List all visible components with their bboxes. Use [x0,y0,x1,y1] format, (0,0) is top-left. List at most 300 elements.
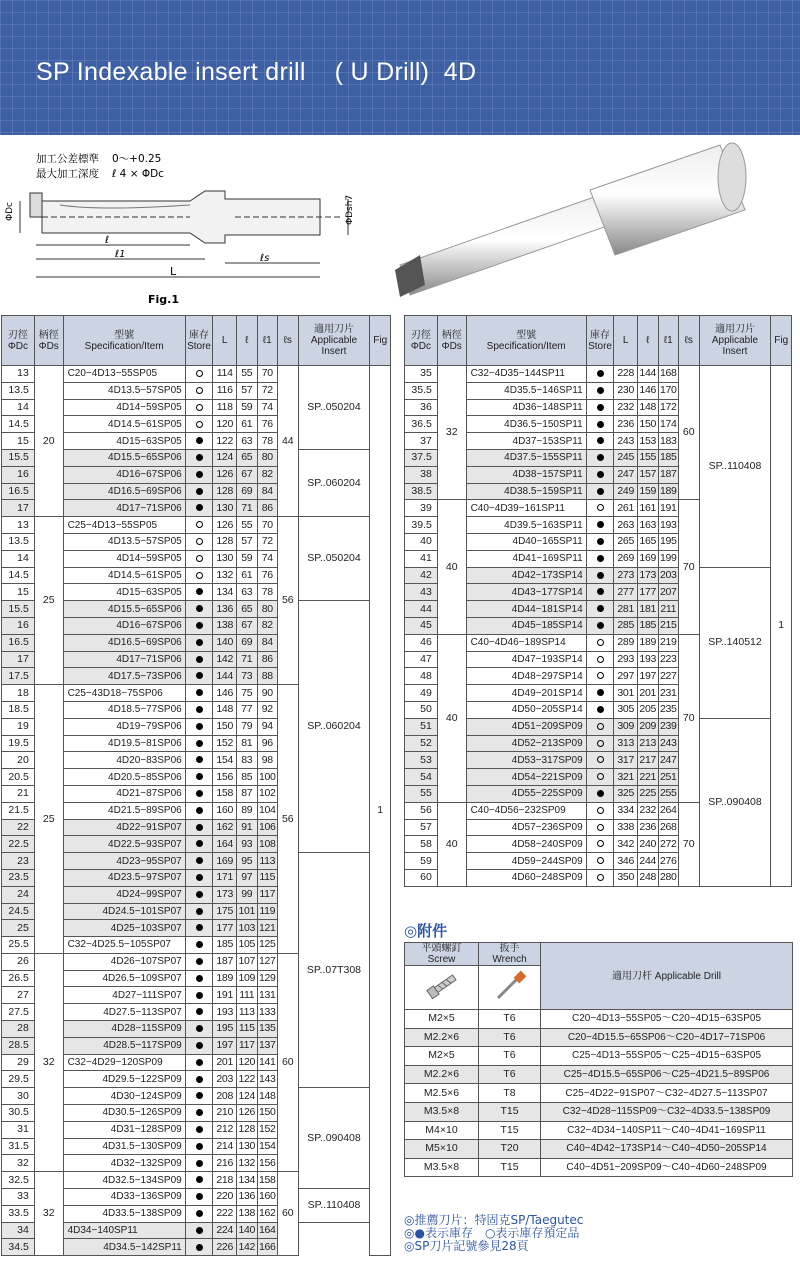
dc-cell: 50 [405,701,438,718]
spec-cell: 4D28−115SP09 [63,1021,185,1038]
in-stock-icon [597,790,604,797]
spec-cell: C40−4D56−232SP09 [466,802,586,819]
drill-range-cell: C40−4D42−173SP14～C40−4D50−205SP14 [541,1140,793,1159]
accessory-row [405,1084,793,1103]
spec-cell: 4D30.5−126SP09 [63,1105,185,1122]
spec-cell: 4D47−193SP14 [466,651,586,668]
spec-cell: C32−4D29−120SP09 [63,1054,185,1071]
spec-cell: 4D50−205SP14 [466,701,586,718]
dc-cell: 23.5 [2,869,35,886]
store-cell [185,1189,213,1206]
store-cell [586,550,614,567]
l1-cell: 135 [257,1021,278,1038]
l-cell: 85 [237,769,258,786]
spec-cell: 4D17−71SP06 [63,500,185,517]
accessory-row [405,1158,793,1177]
screw-cell: M3.5×8 [405,1158,479,1177]
screw-cell: M2×5 [405,1010,479,1029]
in-stock-icon [196,992,203,999]
L-cell: 210 [213,1105,237,1122]
l-cell: 146 [637,382,658,399]
dc-cell: 20 [2,752,35,769]
l-cell: 65 [237,449,258,466]
l1-cell: 104 [257,802,278,819]
in-stock-icon [196,689,203,696]
store-cell [185,802,213,819]
spec-cell: 4D44−181SP14 [466,601,586,618]
l1-cell: 219 [658,634,679,651]
l-cell: 103 [237,920,258,937]
ls-cell: 70 [679,500,700,634]
in-stock-icon [196,958,203,965]
l1-cell: 251 [658,769,679,786]
col-insert: 適用刀片 Applicable Insert [298,316,370,366]
on-order-icon [597,824,604,831]
l-cell: 99 [237,886,258,903]
L-cell: 293 [614,651,638,668]
store-cell [185,869,213,886]
in-stock-icon [196,672,203,679]
l1-cell: 215 [658,617,679,634]
spec-cell: 4D27.5−113SP07 [63,1004,185,1021]
L-cell: 277 [614,584,638,601]
l-cell: 75 [237,685,258,702]
dc-cell: 31.5 [2,1138,35,1155]
l1-cell: 115 [257,869,278,886]
store-cell [586,701,614,718]
on-order-icon [196,555,203,562]
drill-figure [0,135,800,315]
L-cell: 169 [213,853,237,870]
store-cell [586,836,614,853]
dc-cell: 54 [405,769,438,786]
insert-cell: SP..060204 [298,449,370,516]
spec-cell: 4D14−59SP05 [63,550,185,567]
spec-cell: 4D20−83SP06 [63,752,185,769]
in-stock-icon [196,1160,203,1167]
drill-range-cell: C32−4D28−115SP09～C32−4D33.5−138SP09 [541,1102,793,1121]
dc-cell: 16.5 [2,483,35,500]
spec-cell: 4D24.5−101SP07 [63,903,185,920]
dim-ds: ΦDsh7 [345,194,355,225]
dim-l: ℓ [105,235,110,246]
L-cell: 338 [614,819,638,836]
spec-cell: C32−4D25.5−105SP07 [63,937,185,954]
store-cell [185,701,213,718]
spec-cell: 4D37−153SP11 [466,433,586,450]
L-cell: 122 [213,433,237,450]
store-cell [586,651,614,668]
l-cell: 95 [237,853,258,870]
l-cell: 201 [637,685,658,702]
store-cell [586,819,614,836]
dc-cell: 48 [405,668,438,685]
accessory-row [405,1010,793,1029]
l1-cell: 150 [257,1105,278,1122]
l1-cell: 195 [658,533,679,550]
spec-cell: C25−43D18−75SP06 [63,685,185,702]
in-stock-icon [597,471,604,478]
dc-cell: 53 [405,752,438,769]
L-cell: 285 [614,617,638,634]
accessory-row [405,1065,793,1084]
l-cell: 83 [237,752,258,769]
spec-cell: 4D16.5−69SP06 [63,483,185,500]
drill-range-cell: C25−4D13−55SP05～C25−4D15−63SP05 [541,1047,793,1066]
col-ds: 柄徑 ΦDs [437,316,466,366]
dc-cell: 13.5 [2,533,35,550]
col-spec: 型號 Specification/Item [63,316,185,366]
L-cell: 334 [614,802,638,819]
l1-cell: 227 [658,668,679,685]
col-dc: 刃徑 ΦDc [405,316,438,366]
in-stock-icon [597,521,604,528]
spec-cell: 4D14−59SP05 [63,399,185,416]
on-order-icon [597,504,604,511]
L-cell: 177 [213,920,237,937]
ds-cell: 40 [437,802,466,886]
l-cell: 185 [637,617,658,634]
l1-cell: 243 [658,735,679,752]
l1-cell: 84 [257,483,278,500]
store-cell [185,634,213,651]
dim-dc: ΦDc [5,202,15,221]
drill-range-cell: C25−4D15.5−65SP06～C25−4D21.5−89SP06 [541,1065,793,1084]
in-stock-icon [597,555,604,562]
dc-cell: 26.5 [2,970,35,987]
spec-cell: 4D15.5−65SP06 [63,449,185,466]
l1-cell: 106 [257,819,278,836]
store-cell [185,903,213,920]
in-stock-icon [597,588,604,595]
dc-cell: 24.5 [2,903,35,920]
l-cell: 240 [637,836,658,853]
dc-cell: 22.5 [2,836,35,853]
store-cell [586,466,614,483]
store-cell [586,584,614,601]
spec-cell: 4D25−103SP07 [63,920,185,937]
note-recommended: ◎推薦刀片：特固克SP/Taegutec [404,1213,584,1227]
l1-cell: 268 [658,819,679,836]
L-cell: 197 [213,1037,237,1054]
l-cell: 55 [237,517,258,534]
wrench-cell: T20 [479,1140,541,1159]
store-cell [185,1121,213,1138]
store-cell [185,1037,213,1054]
spec-cell: 4D18.5−77SP06 [63,701,185,718]
dc-cell: 43 [405,584,438,601]
l-cell: 109 [237,970,258,987]
L-cell: 203 [213,1071,237,1088]
spec-cell: 4D17−71SP06 [63,651,185,668]
l-cell: 248 [637,869,658,886]
drill-photo [395,143,746,297]
l1-cell: 100 [257,769,278,786]
dc-cell: 22 [2,819,35,836]
store-cell [586,718,614,735]
l-cell: 142 [237,1239,258,1256]
insert-cell: SP..090408 [699,718,771,886]
wrench-cell: T6 [479,1028,541,1047]
store-cell [185,399,213,416]
spec-cell: C40−4D46−189SP14 [466,634,586,651]
l1-cell: 170 [658,382,679,399]
store-cell [586,500,614,517]
on-order-icon [196,387,203,394]
L-cell: 187 [213,953,237,970]
in-stock-icon [597,538,604,545]
store-cell [586,785,614,802]
dc-cell: 17 [2,651,35,668]
store-cell [185,1088,213,1105]
l-cell: 153 [637,433,658,450]
store-cell [185,1155,213,1172]
l-cell: 157 [637,466,658,483]
in-stock-icon [196,454,203,461]
l1-cell: 127 [257,953,278,970]
L-cell: 128 [213,533,237,550]
l-cell: 59 [237,550,258,567]
screw-image [405,966,479,1010]
col-fig: Fig [771,316,792,366]
in-stock-icon [196,790,203,797]
screw-cell: M5×10 [405,1140,479,1159]
in-stock-icon [196,488,203,495]
l-cell: 122 [237,1071,258,1088]
spec-cell: 4D19−79SP06 [63,718,185,735]
L-cell: 164 [213,836,237,853]
L-cell: 144 [213,668,237,685]
l-cell: 163 [637,517,658,534]
spec-cell: 4D35.5−146SP11 [466,382,586,399]
l-cell: 159 [637,483,658,500]
dc-cell: 28.5 [2,1037,35,1054]
l-cell: 236 [637,819,658,836]
l1-cell: 148 [257,1088,278,1105]
l1-cell: 113 [257,853,278,870]
dc-cell: 32.5 [2,1172,35,1189]
in-stock-icon [196,975,203,982]
dc-cell: 21.5 [2,802,35,819]
l-cell: 150 [637,416,658,433]
spec-cell: 4D14.5−61SP05 [63,416,185,433]
l1-cell: 183 [658,433,679,450]
l-cell: 173 [637,567,658,584]
l-cell: 120 [237,1054,258,1071]
store-cell [185,769,213,786]
dc-cell: 37 [405,433,438,450]
l-cell: 63 [237,433,258,450]
insert-cell: SP..060204 [298,601,370,853]
dc-cell: 42 [405,567,438,584]
spec-cell: 4D57−236SP09 [466,819,586,836]
dc-cell: 28 [2,1021,35,1038]
L-cell: 158 [213,785,237,802]
L-cell: 269 [614,550,638,567]
col-L: L [614,316,638,366]
table-row [405,366,792,383]
l1-cell: 189 [658,483,679,500]
wrench-cell: T15 [479,1121,541,1140]
l-cell: 65 [237,601,258,618]
col-spec: 型號 Specification/Item [466,316,586,366]
l1-cell: 143 [257,1071,278,1088]
store-cell [185,1054,213,1071]
l1-cell: 164 [257,1222,278,1239]
l1-cell: 88 [257,668,278,685]
spec-cell: 4D52−213SP09 [466,735,586,752]
depth-label: 最大加工深度 [36,168,99,180]
l1-cell: 133 [257,1004,278,1021]
dc-cell: 38.5 [405,483,438,500]
dc-cell: 37.5 [405,449,438,466]
l1-cell: 172 [658,399,679,416]
dc-cell: 38 [405,466,438,483]
L-cell: 126 [213,517,237,534]
L-cell: 162 [213,819,237,836]
l-cell: 225 [637,785,658,802]
store-cell [185,685,213,702]
L-cell: 116 [213,382,237,399]
notes [404,1214,583,1253]
l1-cell: 162 [257,1205,278,1222]
store-cell [586,802,614,819]
l-cell: 101 [237,903,258,920]
in-stock-icon [196,639,203,646]
in-stock-icon [196,1210,203,1217]
spec-cell: 4D21−87SP06 [63,785,185,802]
L-cell: 297 [614,668,638,685]
l1-cell: 187 [658,466,679,483]
in-stock-icon [196,605,203,612]
l1-cell: 70 [257,517,278,534]
screw-cell: M2.2×6 [405,1065,479,1084]
L-cell: 230 [614,382,638,399]
L-cell: 126 [213,466,237,483]
l-cell: 124 [237,1088,258,1105]
wrench-image [479,966,541,1010]
in-stock-icon [196,504,203,511]
col-l1: ℓ1 [658,316,679,366]
l1-cell: 117 [257,886,278,903]
l-cell: 63 [237,584,258,601]
dc-cell: 13 [2,517,35,534]
left-spec-table [1,315,391,1256]
l1-cell: 108 [257,836,278,853]
wrench-cell: T8 [479,1084,541,1103]
l-cell: 79 [237,718,258,735]
in-stock-icon [196,740,203,747]
store-cell [185,466,213,483]
store-cell [185,1004,213,1021]
in-stock-icon [196,891,203,898]
spec-cell: 4D40−165SP11 [466,533,586,550]
in-stock-icon [196,622,203,629]
accessory-row [405,1140,793,1159]
store-cell [185,836,213,853]
drill-drawing [20,191,348,277]
l-cell: 132 [237,1155,258,1172]
store-cell [185,567,213,584]
spec-cell: 4D15−63SP05 [63,433,185,450]
in-stock-icon [196,924,203,931]
dc-cell: 27 [2,987,35,1004]
spec-cell: 4D36−148SP11 [466,399,586,416]
spec-cell: 4D19.5−81SP06 [63,735,185,752]
store-cell [185,668,213,685]
L-cell: 350 [614,869,638,886]
spec-cell: 4D27−111SP07 [63,987,185,1004]
L-cell: 247 [614,466,638,483]
dc-cell: 25.5 [2,937,35,954]
L-cell: 342 [614,836,638,853]
l1-cell: 255 [658,785,679,802]
ds-cell: 25 [34,517,63,685]
store-cell [185,601,213,618]
L-cell: 208 [213,1088,237,1105]
spec-cell: 4D59−244SP09 [466,853,586,870]
in-stock-icon [196,908,203,915]
l-cell: 93 [237,836,258,853]
in-stock-icon [196,437,203,444]
spec-cell: 4D37.5−155SP11 [466,449,586,466]
store-cell [185,617,213,634]
table-row [2,366,391,383]
col-screw: 平頭螺釘 Screw [405,943,479,966]
page-title: SP Indexable insert drill ( U Drill) 4D [36,58,477,86]
spec-cell: 4D58−240SP09 [466,836,586,853]
L-cell: 321 [614,769,638,786]
l-cell: 71 [237,651,258,668]
l1-cell: 90 [257,685,278,702]
L-cell: 146 [213,685,237,702]
dc-cell: 15.5 [2,449,35,466]
l-cell: 130 [237,1138,258,1155]
store-cell [185,449,213,466]
dim-ls: ℓs [260,253,270,264]
ls-cell: 56 [278,685,299,954]
L-cell: 154 [213,752,237,769]
dc-cell: 19.5 [2,735,35,752]
L-cell: 130 [213,500,237,517]
store-cell [185,550,213,567]
on-order-icon [597,639,604,646]
ds-cell: 32 [34,953,63,1171]
dc-cell: 16 [2,617,35,634]
spec-cell: 4D15.5−65SP06 [63,601,185,618]
store-cell [185,533,213,550]
L-cell: 136 [213,601,237,618]
l-cell: 113 [237,1004,258,1021]
dc-cell: 29 [2,1054,35,1071]
screw-cell: M2×5 [405,1047,479,1066]
in-stock-icon [597,387,604,394]
ds-cell: 32 [437,366,466,500]
on-order-icon [196,404,203,411]
l1-cell: 191 [658,500,679,517]
ls-cell: 60 [278,1172,299,1256]
col-ds: 柄徑 ΦDs [34,316,63,366]
store-cell [586,634,614,651]
dc-cell: 14 [2,550,35,567]
l-cell: 117 [237,1037,258,1054]
l1-cell: 193 [658,517,679,534]
store-cell [185,500,213,517]
l1-cell: 74 [257,550,278,567]
in-stock-icon [196,1143,203,1150]
dc-cell: 39 [405,500,438,517]
spec-cell: 4D34−140SP11 [63,1222,185,1239]
